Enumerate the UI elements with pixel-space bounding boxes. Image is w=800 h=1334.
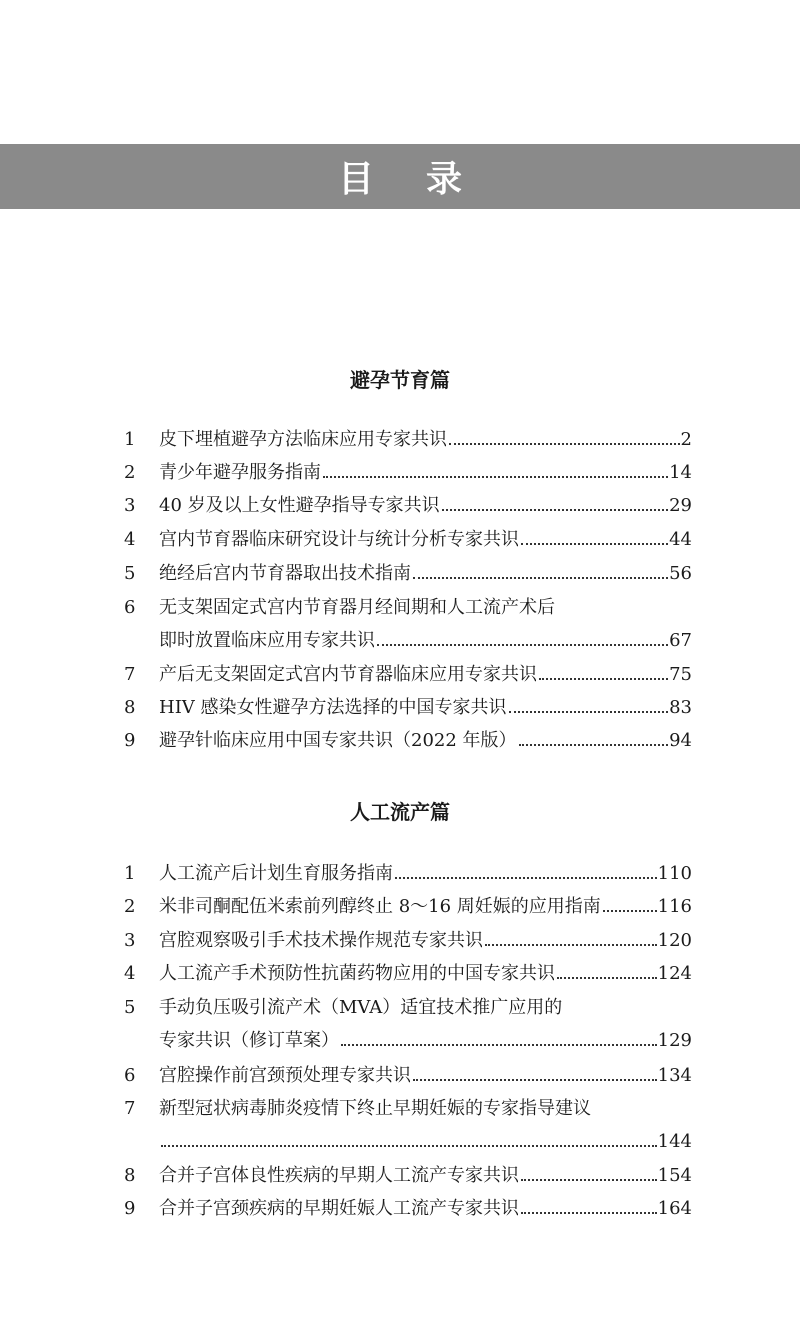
entry-title: 人工流产手术预防性抗菌药物应用的中国专家共识	[159, 963, 555, 984]
entry-page-number: 67	[669, 630, 692, 651]
dot-leader	[521, 1212, 657, 1214]
entry-title-continuation: 专家共识（修订草案）	[159, 1030, 339, 1051]
entry-line	[159, 1128, 692, 1156]
toc-entry[interactable]	[0, 893, 800, 921]
toc-entry[interactable]	[0, 927, 800, 955]
section-title: 人工流产篇	[350, 800, 450, 824]
dot-leader	[395, 877, 657, 879]
entry-title-continuation: 即时放置临床应用专家共识	[159, 630, 375, 651]
entry-page-number: 116	[657, 896, 692, 917]
entry-title: 绝经后宫内节育器取出技术指南	[159, 563, 411, 584]
entry-line	[159, 893, 692, 921]
entry-title: 40 岁及以上女性避孕指导专家共识	[159, 495, 440, 516]
toc-entry-continuation[interactable]	[0, 627, 800, 655]
toc-entry[interactable]	[0, 560, 800, 588]
entry-number: 3	[124, 930, 136, 951]
entry-line	[159, 492, 692, 520]
entry-title: 皮下埋植避孕方法临床应用专家共识	[159, 429, 447, 450]
entry-title: 合并子宫颈疾病的早期妊娠人工流产专家共识	[159, 1198, 519, 1219]
entry-number: 7	[124, 664, 136, 685]
toc-entry[interactable]	[0, 860, 800, 888]
dot-leader	[603, 910, 657, 912]
entry-page-number: 94	[669, 730, 692, 751]
entry-number: 7	[124, 1098, 136, 1119]
entry-page-number: 124	[657, 963, 692, 984]
entry-page-number: 56	[669, 563, 692, 584]
dot-leader	[413, 577, 668, 579]
dot-leader	[539, 678, 668, 680]
dot-leader	[341, 1044, 657, 1046]
entry-title: 产后无支架固定式宫内节育器临床应用专家共识	[159, 664, 537, 685]
title-bar	[0, 144, 800, 209]
entry-number: 9	[124, 730, 136, 751]
toc-entry[interactable]	[0, 1162, 800, 1190]
dot-leader	[485, 944, 657, 946]
toc-entry-continuation[interactable]	[0, 1128, 800, 1156]
dot-leader	[377, 644, 668, 646]
entry-line	[159, 661, 692, 689]
entry-title: 人工流产后计划生育服务指南	[159, 863, 393, 884]
entry-line	[159, 594, 692, 622]
entry-page-number: 144	[657, 1131, 692, 1152]
toc-entry[interactable]	[0, 426, 800, 454]
entry-number: 2	[124, 896, 136, 917]
dot-leader	[521, 1179, 657, 1181]
toc-entry[interactable]	[0, 960, 800, 988]
entry-page-number: 154	[657, 1165, 692, 1186]
entry-number: 6	[124, 1065, 136, 1086]
entry-line	[159, 694, 692, 722]
toc-entry[interactable]	[0, 727, 800, 755]
entry-title: HIV 感染女性避孕方法选择的中国专家共识	[159, 697, 507, 718]
toc-entry[interactable]	[0, 594, 800, 622]
dot-leader	[521, 543, 668, 545]
entry-page-number: 164	[657, 1198, 692, 1219]
entry-line	[159, 1027, 692, 1055]
toc-entry[interactable]	[0, 526, 800, 554]
entry-line	[159, 526, 692, 554]
dot-leader	[509, 711, 669, 713]
toc-entry[interactable]	[0, 994, 800, 1022]
entry-page-number: 134	[657, 1065, 692, 1086]
dot-leader	[323, 476, 668, 478]
entry-number: 6	[124, 597, 136, 618]
toc-entry[interactable]	[0, 492, 800, 520]
entry-title: 宫内节育器临床研究设计与统计分析专家共识	[159, 529, 519, 550]
dot-leader	[442, 509, 668, 511]
dot-leader	[449, 443, 680, 445]
entry-number: 4	[124, 529, 136, 550]
entry-line	[159, 727, 692, 755]
entry-line	[159, 860, 692, 888]
entry-number: 1	[124, 429, 136, 450]
toc-entry[interactable]	[0, 1095, 800, 1123]
entry-number: 2	[124, 462, 136, 483]
entry-number: 9	[124, 1198, 136, 1219]
toc-entry-continuation[interactable]	[0, 1027, 800, 1055]
entry-page-number: 129	[657, 1030, 692, 1051]
entry-title: 合并子宫体良性疾病的早期人工流产专家共识	[159, 1165, 519, 1186]
entry-line	[159, 426, 692, 454]
toc-entry[interactable]	[0, 694, 800, 722]
entry-page-number: 110	[657, 863, 692, 884]
entry-page-number: 83	[669, 697, 692, 718]
page-title: 目录	[337, 159, 514, 200]
entry-line	[159, 960, 692, 988]
entry-line	[159, 927, 692, 955]
entry-number: 8	[124, 697, 136, 718]
entry-title: 无支架固定式宫内节育器月经间期和人工流产术后	[159, 597, 555, 618]
toc-entry[interactable]	[0, 661, 800, 689]
entry-title: 手动负压吸引流产术（MVA）适宜技术推广应用的	[159, 997, 563, 1018]
entry-line	[159, 627, 692, 655]
entry-line	[159, 1095, 692, 1123]
dot-leader	[519, 744, 669, 746]
entry-title: 宫腔观察吸引手术技术操作规范专家共识	[159, 930, 483, 951]
toc-entry[interactable]	[0, 459, 800, 487]
toc-entry[interactable]	[0, 1195, 800, 1223]
entry-number: 5	[124, 563, 136, 584]
entry-number: 4	[124, 963, 136, 984]
entry-line	[159, 994, 692, 1022]
section-title: 避孕节育篇	[350, 368, 450, 392]
entry-page-number: 2	[680, 429, 692, 450]
entry-title: 青少年避孕服务指南	[159, 462, 321, 483]
entry-page-number: 44	[669, 529, 692, 550]
entry-page-number: 75	[669, 664, 692, 685]
entry-line	[159, 1162, 692, 1190]
toc-entry[interactable]	[0, 1062, 800, 1090]
dot-leader	[557, 977, 657, 979]
entry-title: 宫腔操作前宫颈预处理专家共识	[159, 1065, 411, 1086]
entry-line	[159, 1062, 692, 1090]
entry-page-number: 14	[669, 462, 692, 483]
entry-number: 1	[124, 863, 136, 884]
entry-number: 5	[124, 997, 136, 1018]
entry-page-number: 120	[657, 930, 692, 951]
entry-title: 避孕针临床应用中国专家共识（2022 年版）	[159, 730, 517, 751]
entry-number: 8	[124, 1165, 136, 1186]
entry-line	[159, 560, 692, 588]
entry-page-number: 29	[669, 495, 692, 516]
entry-line	[159, 459, 692, 487]
entry-number: 3	[124, 495, 136, 516]
entry-title: 新型冠状病毒肺炎疫情下终止早期妊娠的专家指导建议	[159, 1098, 591, 1119]
dot-leader	[413, 1079, 657, 1081]
entry-title: 米非司酮配伍米索前列醇终止 8～16 周妊娠的应用指南	[159, 896, 601, 917]
dot-leader	[161, 1145, 657, 1147]
entry-line	[159, 1195, 692, 1223]
